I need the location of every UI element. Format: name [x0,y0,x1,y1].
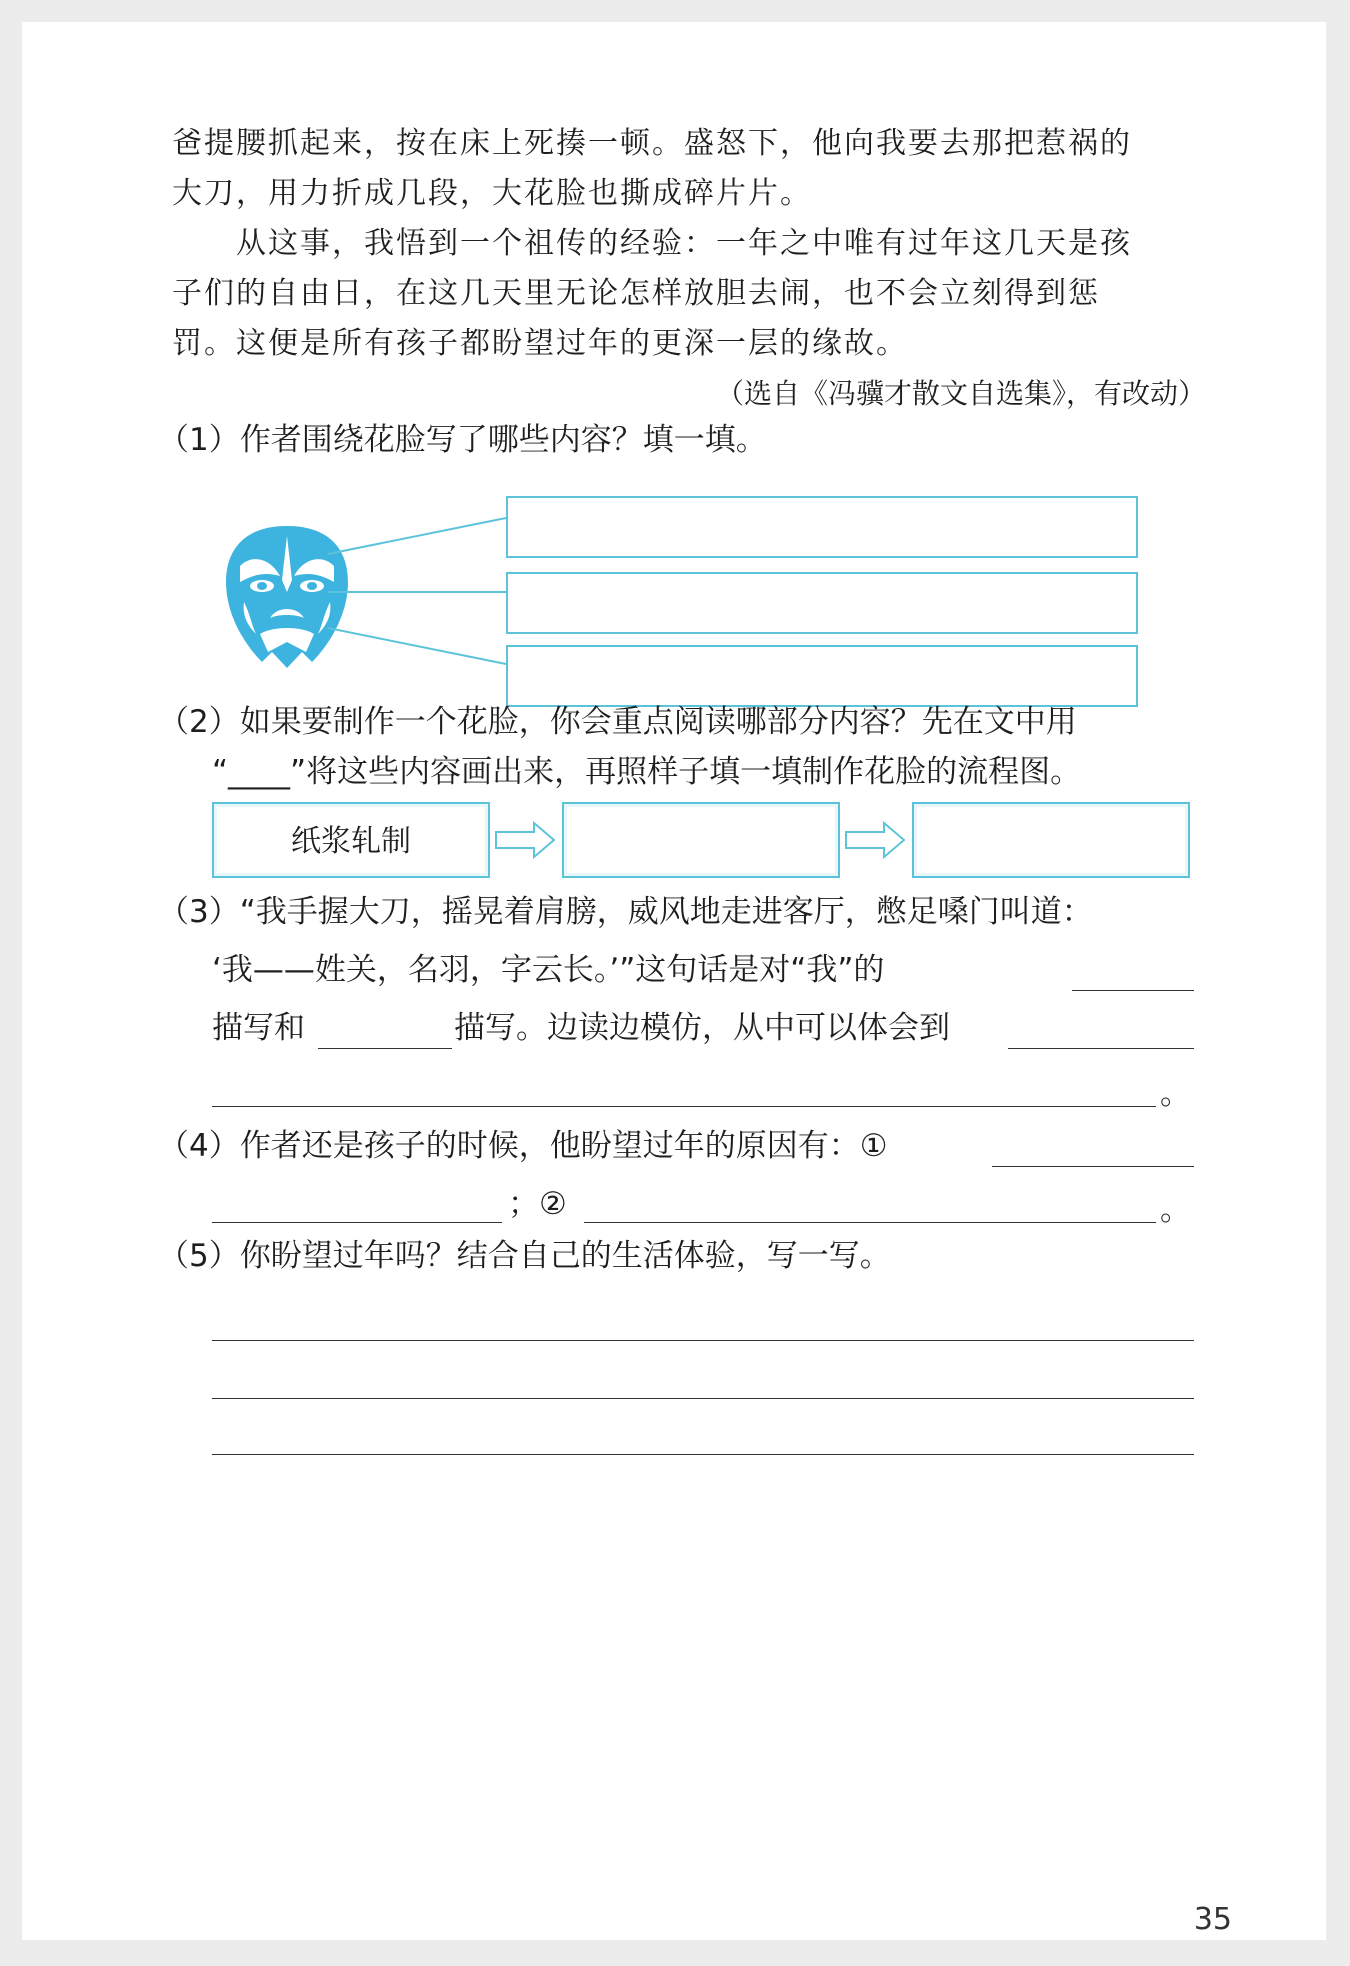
answer-box-3[interactable] [506,645,1138,707]
blank-3-1[interactable] [1072,990,1194,991]
flow-step-3[interactable] [912,802,1190,878]
flow-step-1 [212,802,490,878]
citation: （选自《冯骥才散文自选集》，有改动） [715,377,1206,410]
question-4-line-1: （4）作者还是孩子的时候，他盼望过年的原因有：① [158,1128,888,1164]
passage-line-4: 子们的自由日，在这几天里无论怎样放胆去闹，也不会立刻得到惩 [172,276,1100,311]
blank-3-2[interactable] [318,1048,452,1049]
blank-4-1[interactable] [992,1166,1194,1167]
question-1-text: （1）作者围绕花脸写了哪些内容？填一填。 [158,422,767,458]
flow-step-2[interactable] [562,802,840,878]
question-2-line-2: “____”将这些内容画出来，再照样子填一填制作花脸的流程图。 [212,754,1082,790]
blank-4-2[interactable] [212,1222,502,1223]
question-3-line-3a: 描写和 [212,1010,305,1046]
connector-lines [322,492,512,692]
blank-4-3[interactable] [584,1222,1156,1223]
passage-line-1: 爸提腰抓起来，按在床上死揍一顿。盛怒下，他向我要去那把惹祸的 [172,126,1132,161]
question-3-line-1: （3）“我手握大刀，摇晃着肩膀，威风地走进客厅，憋足嗓门叫道： [158,894,1093,930]
blank-3-3[interactable] [1008,1048,1194,1049]
page-number: 35 [1193,1902,1232,1937]
flow-step-1-label: 纸浆轧制 [291,824,411,859]
answer-box-1[interactable] [506,496,1138,558]
flow-arrow-2 [844,820,908,860]
passage-line-2: 大刀，用力折成几段，大花脸也撕成碎片片。 [172,176,812,211]
question-2-line-1: （2）如果要制作一个花脸，你会重点阅读哪部分内容？先在文中用 [158,704,1077,740]
question-3-line-2: ‘我——姓关，名羽，字云长。’”这句话是对“我”的 [212,952,885,988]
flow-arrow-1 [494,820,558,860]
writing-line-1[interactable] [212,1340,1194,1341]
answer-box-2[interactable] [506,572,1138,634]
question-3-line-3b: 描写。边读边模仿，从中可以体会到 [454,1010,950,1046]
writing-line-3[interactable] [212,1454,1194,1455]
question-4-sep: ；② [508,1186,567,1222]
question-5-text: （5）你盼望过年吗？结合自己的生活体验，写一写。 [158,1238,891,1274]
passage-line-3: 从这事，我悟到一个祖传的经验：一年之中唯有过年这几天是孩 [172,226,1132,261]
passage-line-5: 罚。这便是所有孩子都盼望过年的更深一层的缘故。 [172,326,908,361]
blank-3-4[interactable] [212,1106,1156,1107]
question-3-end: 。 [1160,1076,1191,1112]
workbook-page [22,22,1326,1940]
question-4-end: 。 [1160,1192,1191,1228]
writing-line-2[interactable] [212,1398,1194,1399]
